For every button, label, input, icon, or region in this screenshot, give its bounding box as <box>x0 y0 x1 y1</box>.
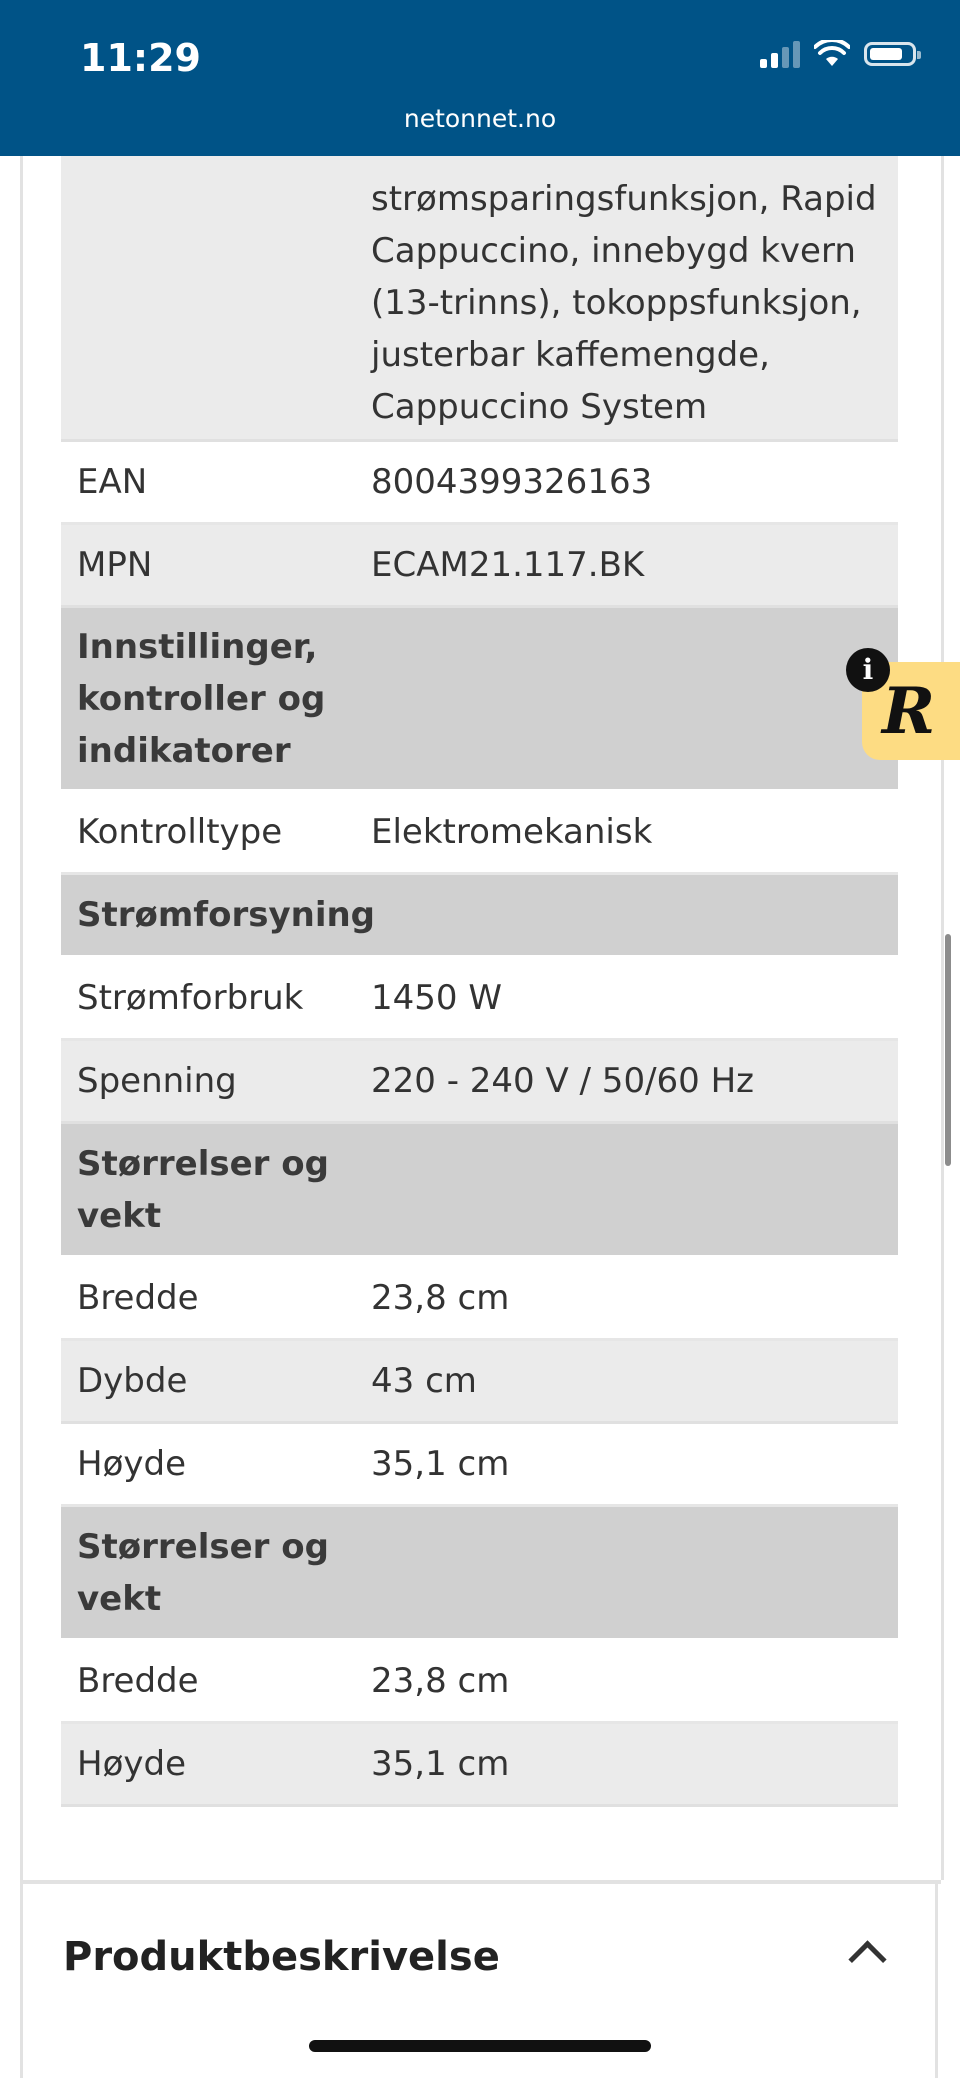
battery-icon <box>864 42 916 66</box>
assistant-logo-icon: R <box>882 674 936 749</box>
spec-row <box>61 1041 898 1124</box>
spec-value: 35,1 cm <box>371 1444 510 1484</box>
url-bar[interactable]: netonnet.no <box>403 104 557 133</box>
spec-group-title-line: kontroller og <box>77 678 326 719</box>
spec-group-title <box>61 1124 355 1255</box>
spec-row <box>61 1258 898 1341</box>
spec-value: 43 cm <box>371 1361 477 1401</box>
spec-group-title-line: Størrelser og <box>77 1143 329 1184</box>
spec-value: 8004399326163 <box>371 462 653 502</box>
spec-value-line: (13-trinns), tokoppsfunksjon, <box>371 282 862 323</box>
spec-value: Elektromekanisk <box>371 812 653 852</box>
spec-key: Høyde <box>77 1744 186 1784</box>
spec-value: ECAM21.117.BK <box>371 545 645 585</box>
spec-value-line: Cappuccino, innebygd kvern <box>371 230 856 271</box>
home-indicator[interactable] <box>309 2040 651 2052</box>
spec-group-title-line: vekt <box>77 1195 162 1236</box>
spec-row <box>61 792 898 875</box>
spec-value: 35,1 cm <box>371 1744 510 1784</box>
spec-group-title <box>61 1507 355 1638</box>
spec-row <box>61 525 898 608</box>
spec-group-header <box>61 1124 898 1258</box>
wifi-icon <box>814 40 850 68</box>
spec-row <box>61 958 898 1041</box>
info-icon[interactable]: i <box>846 648 890 692</box>
spec-group-title <box>61 875 661 955</box>
spec-group-title-line: Innstillinger, <box>77 626 318 667</box>
scrollbar[interactable] <box>945 934 951 1166</box>
cellular-signal-icon <box>760 40 800 68</box>
spec-value: 1450 W <box>371 978 502 1018</box>
spec-group-title-line: Strømforsyning <box>77 895 376 935</box>
spec-row <box>61 1341 898 1424</box>
section-title: Produktbeskrivelse <box>63 1934 500 1980</box>
spec-group-title <box>61 608 355 789</box>
spec-value <box>355 156 898 439</box>
status-icons <box>760 40 916 68</box>
chevron-up-icon[interactable] <box>848 1940 886 1978</box>
spec-key: Strømforbruk <box>77 978 304 1018</box>
spec-value-line: strømsparingsfunksjon, Rapid <box>371 178 877 219</box>
spec-key: EAN <box>77 462 148 502</box>
spec-row <box>61 156 898 442</box>
spec-key: Dybde <box>77 1361 188 1401</box>
spec-value-line: justerbar kaffemengde, <box>371 334 770 375</box>
spec-group-title-line: vekt <box>77 1578 162 1619</box>
spec-key: Høyde <box>77 1444 186 1484</box>
spec-group-title-line: indikatorer <box>77 730 291 771</box>
spec-row <box>61 1724 898 1807</box>
spec-row <box>61 442 898 525</box>
spec-key <box>61 156 355 439</box>
spec-key: Bredde <box>77 1661 199 1701</box>
status-bar <box>0 0 960 156</box>
spec-group-header <box>61 875 898 958</box>
spec-group-title-line: Størrelser og <box>77 1526 329 1567</box>
spec-key: Kontrolltype <box>77 812 283 852</box>
status-time: 11:29 <box>80 36 201 80</box>
spec-row <box>61 1424 898 1507</box>
spec-value: 23,8 cm <box>371 1661 510 1701</box>
spec-value: 23,8 cm <box>371 1278 510 1318</box>
spec-group-header <box>61 608 898 792</box>
spec-value: 220 - 240 V / 50/60 Hz <box>371 1061 755 1101</box>
spec-key: Spenning <box>77 1061 237 1101</box>
spec-table <box>61 156 898 1807</box>
spec-value-line: Cappuccino System <box>371 386 708 427</box>
spec-group-header <box>61 1507 898 1641</box>
spec-key: Bredde <box>77 1278 199 1318</box>
spec-row <box>61 1641 898 1724</box>
spec-key: MPN <box>77 545 153 585</box>
